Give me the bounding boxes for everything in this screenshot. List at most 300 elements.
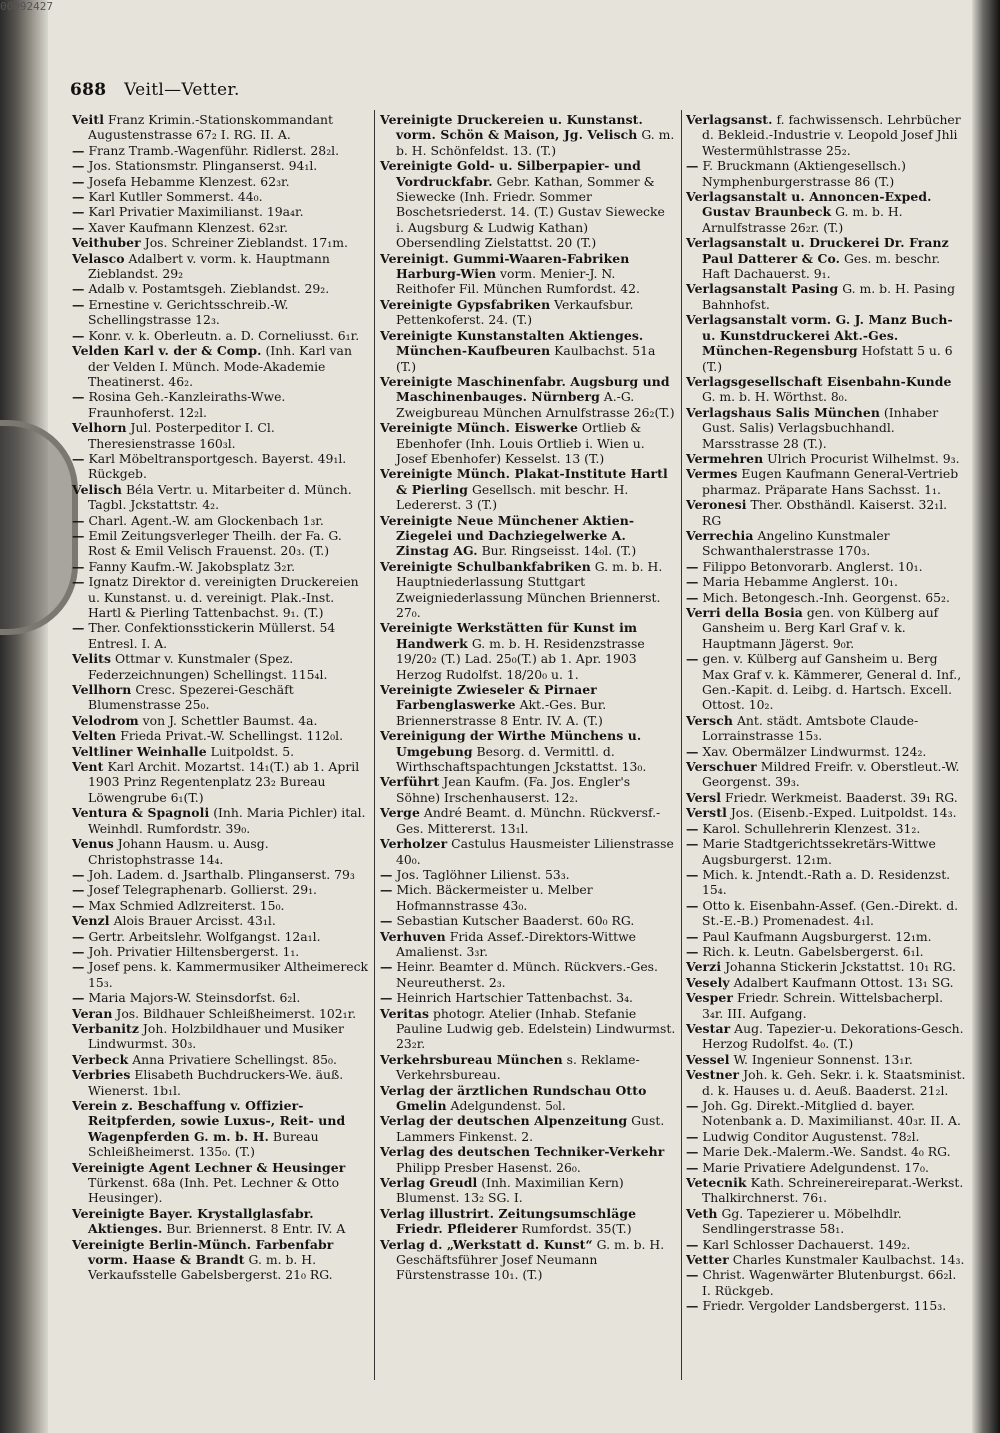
entry-details: Akt.-Ges. Bur. Briennerstrasse 8 Entr. IV. A. (T.)	[396, 697, 607, 728]
entry-details: Karl Kutller Sommerst. 44₀.	[84, 189, 263, 205]
entry-details: Gg. Tapezierer u. Möbelhdlr. Sendlingerstrasse 58₁.	[702, 1205, 902, 1237]
directory-entry	[72, 728, 370, 744]
entry-name: —	[72, 882, 85, 898]
entry-name: —	[686, 743, 699, 759]
entry-name: —	[72, 296, 85, 312]
entry-name: Verge	[380, 805, 420, 821]
directory-entry	[380, 774, 676, 805]
entry-details: G. m. b. H. Residenzstrasse 19/20₂ (T.) Lad. 25₀(T.) ab 1. Apr. 1903 Herzog Rudolfst. 18/20₀ u. 1.	[396, 635, 645, 682]
entry-name: Vereinigte Gold- u. Silberpapier- und Vordruckfabr.	[380, 158, 641, 189]
directory-entry	[72, 512, 370, 528]
directory-entry	[72, 897, 370, 913]
entry-details: Castulus Hausmeister Lilienstrasse 40₀.	[396, 836, 674, 867]
directory-entry	[686, 820, 968, 836]
entry-name: Vessel	[686, 1051, 730, 1067]
entry-details: André Beamt. d. Münchn. Rückversf.-Ges. Mittererst. 13₁l.	[396, 805, 661, 836]
entry-name: Verlag illustrirt. Zeitungsumschläge Friedr. Pfleiderer	[380, 1205, 637, 1237]
directory-entry	[686, 527, 968, 559]
directory-entry	[380, 373, 676, 420]
entry-name: Velden Karl v. der & Comp.	[72, 343, 262, 359]
entry-name: Vereinigung der Wirthe Münchens u. Umgebung	[380, 728, 642, 759]
entry-name: —	[686, 820, 699, 836]
directory-entry	[686, 990, 968, 1021]
entry-details: Ludwig Conditor Augustenst. 78₂l.	[698, 1128, 920, 1144]
entry-details: Kath. Schreinereireparat.-Werkst. Thalkirchnerst. 76₁.	[702, 1175, 964, 1206]
entry-details: Bureau Schleißheimerst. 135₀. (T.)	[88, 1128, 319, 1160]
entry-details: Gebr. Kathan, Sommer & Siewecke (Inh. Friedr. Sommer Boschetsriederst. 14. (T.) Gustav Siewecke i. Augsburg & Ludwig Kathan) Obersendling Zielstattst. 20 (T.)	[396, 173, 665, 251]
entry-details: Filippo Betonvorarb. Anglerst. 10₁.	[698, 558, 923, 574]
column-3	[686, 112, 968, 1314]
directory-entry	[380, 682, 676, 728]
scan-code: 00092427	[0, 0, 53, 13]
entry-details: Xaver Kaufmann Klenzest. 62₃r.	[84, 219, 288, 235]
entry-details: Jos. Bildhauer Schleißheimerst. 102₁r.	[112, 1005, 357, 1021]
directory-entry	[380, 1082, 676, 1114]
entry-name: —	[686, 1236, 699, 1252]
entry-details: Mich. k. Jntendt.-Rath a. D. Residenzst. 15₄.	[698, 866, 951, 898]
directory-entry	[380, 327, 676, 374]
entry-details: Jos. Schreiner Zieblandst. 17₁m.	[140, 235, 348, 251]
entry-name: —	[686, 1098, 699, 1113]
entry-details: Jean Kaufm. (Fa. Jos. Engler's Söhne) Irschenhauserst. 12₂.	[396, 774, 631, 805]
entry-name: —	[686, 943, 699, 959]
entry-name: Vent	[72, 759, 104, 775]
directory-entry	[72, 805, 370, 836]
directory-entry	[72, 527, 370, 559]
directory-entry	[380, 1113, 676, 1144]
directory-entry	[686, 1098, 968, 1129]
entry-name: —	[72, 990, 85, 1006]
entry-name: Vereinigte Druckereien u. Kunstanst. vorm. Schön & Maison, Jg. Velisch	[380, 112, 643, 143]
entry-details: Christ. Wagenwärter Blutenburgst. 66₂l. I. Rückgeb.	[698, 1267, 957, 1298]
entry-details: Josefa Hebamme Klenzest. 62₃r.	[84, 173, 290, 189]
directory-entry	[686, 281, 968, 312]
entry-name: Vereinigte Gypsfabriken	[380, 296, 551, 312]
entry-details: W. Ingenieur Sonnenst. 13₁r.	[729, 1051, 913, 1067]
entry-details: Ottmar v. Kunstmaler (Spez. Federzeichnungen) Schellingst. 115₄l.	[88, 651, 328, 682]
entry-details: Jos. Stationsmstr. Plinganserst. 94₁l.	[84, 158, 318, 174]
running-title: Veitl—Vetter.	[124, 80, 240, 100]
entry-details: Charl. Agent.-W. am Glockenbach 1₃r.	[84, 512, 324, 528]
entry-name: Verbeck	[72, 1051, 129, 1067]
directory-entry	[380, 990, 676, 1006]
entry-details: G. m. b. H. Hauptniederlassung Stuttgart Zweigniederlassung München Briennerst. 27₀.	[396, 558, 663, 620]
entry-name: Verlagsanstalt vorm. G. J. Manz Buch- u. Kunstdruckerei Akt.-Ges. München-Regensburg	[686, 312, 953, 359]
entry-details: Aug. Tapezier-u. Dekorations-Gesch. Herzog Rudolfst. 4₀. (T.)	[702, 1020, 964, 1052]
directory-entry	[686, 450, 968, 466]
entry-name: Verlagsanstalt u. Annoncen-Exped. Gustav Braunbeck	[686, 189, 932, 220]
entry-name: —	[686, 1298, 699, 1314]
directory-entry	[686, 189, 968, 235]
entry-details: Karl Schlosser Dachauerst. 149₂.	[698, 1236, 911, 1252]
entry-details: Friedr. Schrein. Wittelsbacherpl. 3₄r. III. Aufgang.	[702, 990, 944, 1021]
directory-entry	[380, 1205, 676, 1237]
directory-entry	[72, 1051, 370, 1067]
entry-details: (Inh. Karl van der Velden I. Münch. Mode-Akademie Theatinerst. 46₂.	[88, 343, 352, 389]
entry-details: Xav. Obermälzer Lindwurmst. 124₂.	[698, 743, 927, 759]
entry-details: Luitpoldst. 5.	[206, 743, 295, 759]
entry-details: Karl Privatier Maximilianst. 19a₄r.	[84, 204, 304, 220]
entry-name: Verlagsanstalt Pasing	[686, 281, 839, 297]
directory-entry	[72, 866, 370, 882]
entry-name: Verlagshaus Salis München	[686, 404, 880, 420]
entry-name: —	[72, 928, 85, 944]
directory-entry	[380, 959, 676, 990]
entry-details: Marie Dek.-Malerm.-We. Sandst. 4₀ RG.	[698, 1144, 951, 1160]
column-rule	[681, 110, 682, 1380]
entry-details: Bur. Briennerst. 8 Entr. IV. A	[162, 1221, 346, 1237]
entry-name: —	[72, 158, 85, 174]
directory-entry	[686, 1020, 968, 1052]
directory-entry	[686, 1067, 968, 1098]
directory-entry	[380, 558, 676, 621]
directory-entry	[380, 620, 676, 682]
directory-entry	[686, 404, 968, 451]
entry-details: Konr. v. k. Oberleutn. a. D. Corneliusst. 6₁r.	[84, 327, 360, 343]
directory-entry	[72, 219, 370, 235]
entry-details: Ernestine v. Gerichtsschreib.-W. Schellingstrasse 12₃.	[84, 296, 289, 328]
entry-details: Heinrich Hartschier Tattenbachst. 3₄.	[392, 990, 633, 1006]
directory-entry	[686, 1252, 968, 1268]
entry-details: Heinr. Beamter d. Münch. Rückvers.-Ges. Neureutherst. 2₃.	[392, 959, 658, 990]
entry-details: Alois Brauer Arcisst. 43₁l.	[109, 913, 276, 929]
entry-details: Adalbert v. vorm. k. Hauptmann Zieblandst. 29₂	[88, 250, 330, 282]
directory-entry	[686, 497, 968, 528]
entry-name: —	[380, 866, 393, 882]
entry-details: Friedr. Vergolder Landsbergerst. 115₃.	[698, 1298, 947, 1314]
directory-entry	[72, 327, 370, 343]
directory-entry	[72, 1205, 370, 1237]
directory-entry	[380, 250, 676, 297]
entry-name: Verlag d. „Werkstatt d. Kunst“	[380, 1236, 593, 1252]
entry-name: —	[686, 1128, 699, 1144]
entry-name: Vetecnik	[686, 1175, 747, 1191]
entry-details: A.-G. Zweigbureau München Arnulfstrasse 26₂(T.)	[396, 389, 675, 420]
directory-entry	[380, 466, 676, 513]
directory-entry	[686, 1051, 968, 1067]
directory-entry	[380, 112, 676, 158]
entry-name: Vereinigte Kunstanstalten Aktienges. München-Kaufbeuren	[380, 327, 644, 359]
entry-name: Verzi	[686, 959, 722, 975]
directory-entry	[686, 158, 968, 189]
entry-name: —	[72, 574, 85, 590]
entry-details: Ther. Obsthändl. Kaiserst. 32₁l. RG	[702, 497, 948, 528]
directory-entry	[72, 204, 370, 220]
entry-name: Vesper	[686, 990, 734, 1006]
entry-details: Ant. städt. Amtsbote Claude-Lorrainstrasse 15₃.	[702, 712, 919, 744]
entry-details: Otto k. Eisenbahn-Assef. (Gen.-Direkt. d. St.-E.-B.) Promenadest. 4₁l.	[698, 897, 959, 929]
directory-entry	[380, 1236, 676, 1283]
directory-entry	[686, 605, 968, 651]
entry-details: (Inh. Maria Pichler) ital. Weinhdl. Rumfordstr. 39₀.	[88, 805, 366, 836]
entry-details: Türkenst. 68a (Inh. Pet. Lechner & Otto Heusinger).	[88, 1175, 340, 1206]
entry-name: Vereinigte Maschinenfabr. Augsburg und Maschinenbauges. Nürnberg	[380, 373, 670, 405]
entry-details: (Inhaber Gust. Salis) Verlagsbuchhandl. Marsstrasse 28 (T.).	[702, 404, 939, 451]
entry-details: Franz Tramb.-Wagenführ. Ridlerst. 28₂l.	[84, 142, 340, 158]
directory-entry	[72, 450, 370, 482]
entry-name: Verlagsanst.	[686, 112, 773, 127]
entry-details: Hofstatt 5 u. 6 (T.)	[702, 343, 953, 374]
directory-entry	[380, 882, 676, 913]
entry-details: (Inh. Maximilian Kern) Blumenst. 13₂ SG. I.	[396, 1175, 624, 1206]
entry-details: Joh. Gg. Direkt.-Mitglied d. bayer. Notenbank a. D. Maximilianst. 40₃r. II. A.	[698, 1098, 961, 1129]
entry-details: Emil Zeitungsverleger Theilh. der Fa. G. Rost & Emil Velisch Frauenst. 20₃. (T.)	[84, 527, 342, 559]
entry-details: Sebastian Kutscher Baaderst. 60₀ RG.	[392, 913, 635, 929]
directory-entry	[686, 805, 968, 821]
directory-entry	[72, 158, 370, 174]
entry-name: —	[686, 558, 699, 574]
entry-details: f. fachwissensch. Lehrbücher d. Bekleid.-Industrie v. Leopold Josef Jhli Westermühlstrasse 25₂.	[702, 112, 961, 158]
directory-entry	[72, 1020, 370, 1052]
entry-name: Velasco	[72, 250, 125, 266]
directory-entry	[72, 574, 370, 620]
entry-details: Marie Stadtgerichtssekretärs-Wittwe Augsburgerst. 12₁m.	[698, 836, 936, 867]
entry-name: —	[686, 836, 699, 852]
entry-details: Franz Krimin.-Stationskommandant Augustenstrasse 67₂ I. RG. II. A.	[88, 112, 333, 143]
directory-entry	[686, 466, 968, 497]
directory-entry	[72, 250, 370, 282]
entry-name: Verrechia	[686, 527, 754, 543]
entry-details: Ortlieb & Ebenhofer (Inh. Louis Ortlieb i. Wien u. Josef Ebenhofer) Kesselst. 13 (T.)	[396, 420, 645, 466]
entry-details: Josef Telegraphenarb. Gollierst. 29₁.	[84, 882, 317, 898]
entry-name: —	[72, 450, 85, 466]
entry-name: Veitl	[72, 112, 104, 127]
entry-details: Ulrich Procurist Wilhelmst. 9₃.	[763, 450, 960, 466]
directory-entry	[380, 866, 676, 882]
column-1	[72, 112, 370, 1283]
directory-entry	[686, 836, 968, 867]
directory-entry	[686, 112, 968, 158]
entry-details: Paul Kaufmann Augsburgerst. 12₁m.	[698, 928, 932, 944]
entry-name: Verschuer	[686, 759, 757, 775]
book-spine-shadow	[0, 0, 48, 1433]
directory-entry	[72, 481, 370, 513]
column-rule	[374, 110, 375, 1380]
entry-name: Venzl	[72, 913, 110, 929]
directory-entry	[72, 558, 370, 574]
entry-name: —	[72, 189, 85, 205]
entry-details: Ges. m. beschr. Haft Dachauerst. 9₁.	[702, 250, 941, 282]
entry-name: —	[72, 327, 85, 343]
entry-details: Elisabeth Buchdruckers-We. äuß. Wienerst. 1b₁l.	[88, 1067, 344, 1098]
entry-details: Adelgundenst. 5₀l.	[446, 1098, 566, 1113]
entry-details: Joh. Ladem. d. Jsarthalb. Plinganserst. 79₃	[84, 866, 355, 882]
directory-entry	[380, 728, 676, 775]
entry-details: von J. Schettler Baumst. 4a.	[138, 712, 318, 728]
entry-details: Rich. k. Leutn. Gabelsbergerst. 6₁l.	[698, 943, 924, 959]
entry-details: vorm. Menier-J. N. Reithofer Fil. München Rumfordst. 42.	[396, 266, 640, 297]
entry-name: Velits	[72, 651, 112, 667]
directory-entry	[72, 1005, 370, 1021]
entry-details: Ther. Confektionsstickerin Müllerst. 54 Entresl. I. A.	[84, 620, 336, 651]
directory-entry	[686, 651, 968, 713]
directory-entry	[686, 974, 968, 990]
entry-name: Versch	[686, 712, 734, 728]
directory-entry	[380, 928, 676, 960]
entry-details: Charles Kunstmaler Kaulbachst. 14₃.	[728, 1252, 965, 1268]
entry-name: —	[686, 1267, 699, 1283]
entry-details: Anna Privatiere Schellingst. 85₀.	[128, 1051, 337, 1067]
directory-entry	[380, 420, 676, 466]
entry-details: Marie Privatiere Adelgundenst. 17₀.	[698, 1159, 929, 1175]
entry-name: Velisch	[72, 481, 123, 497]
directory-entry	[686, 312, 968, 374]
directory-entry	[686, 789, 968, 805]
entry-name: Velodrom	[72, 712, 139, 728]
directory-entry	[686, 235, 968, 282]
directory-entry	[380, 836, 676, 867]
directory-entry	[686, 759, 968, 790]
entry-name: Verlagsanstalt u. Druckerei Dr. Franz Paul Datterer & Co.	[686, 235, 949, 266]
entry-details: G. m. b. H. Arnulfstrasse 26₂r. (T.)	[702, 204, 903, 235]
entry-details: Josef pens. k. Kammermusiker Altheimereck 15₃.	[84, 959, 369, 990]
directory-entry	[72, 990, 370, 1006]
entry-name: Vereinigte Neue Münchener Aktien-Ziegelei und Dachziegelwerke A. Zinstag AG.	[380, 512, 635, 559]
directory-entry	[686, 743, 968, 759]
entry-name: —	[72, 527, 85, 543]
entry-name: —	[72, 389, 85, 405]
entry-name: Vestar	[686, 1020, 731, 1036]
directory-entry	[686, 928, 968, 944]
entry-name: Verlag Greudl	[380, 1175, 478, 1191]
entry-name: Vermehren	[686, 450, 764, 466]
entry-name: Versl	[686, 789, 722, 805]
entry-name: —	[686, 897, 699, 913]
entry-details: Gust. Lammers Finkenst. 2.	[396, 1113, 665, 1144]
entry-details: Joh. Holzbildhauer und Musiker Lindwurmst. 30₃.	[88, 1020, 344, 1052]
entry-details: Max Schmied Adlzreiterst. 15₀.	[84, 897, 285, 913]
entry-name: —	[72, 943, 85, 959]
entry-details: Karl Möbeltransportgesch. Bayerst. 49₁l. Rückgeb.	[84, 450, 347, 482]
entry-details: Adalbert Kaufmann Ottost. 13₁ SG.	[729, 974, 954, 990]
entry-details: Karl Archit. Mozartst. 14₁(T.) ab 1. April 1903 Prinz Regentenplatz 23₂ Bureau Löwengrube 6₁(T.)	[88, 759, 360, 805]
entry-details: G. m. b. H. Schönfeldst. 13. (T.)	[396, 127, 675, 158]
directory-entry	[380, 913, 676, 929]
directory-entry	[72, 343, 370, 389]
entry-name: Vereinigte Werkstätten für Kunst im Handwerk	[380, 620, 638, 651]
entry-details: Gesellsch. mit beschr. H. Ledererst. 3 (T.)	[396, 481, 629, 513]
entry-details: Johann Hausm. u. Ausg. Christophstrasse 14₄.	[88, 836, 269, 867]
directory-entry	[686, 589, 968, 605]
directory-entry	[686, 1267, 968, 1298]
directory-entry	[380, 296, 676, 328]
entry-name: Vellhorn	[72, 682, 132, 698]
entry-name: Verbries	[72, 1067, 131, 1083]
entry-name: —	[72, 142, 85, 158]
directory-entry	[72, 420, 370, 451]
entry-details: Adalb v. Postamtsgeh. Zieblandst. 29₂.	[84, 281, 330, 297]
entry-name: —	[72, 219, 85, 235]
entry-details: Joh. Privatier Hiltensbergerst. 1₁.	[84, 943, 300, 959]
entry-name: Verführt	[380, 774, 440, 790]
directory-entry	[72, 389, 370, 420]
directory-entry	[72, 712, 370, 728]
entry-name: —	[72, 204, 85, 220]
page-number: 688	[70, 80, 107, 100]
entry-name: Verlag der ärztlichen Rundschau Otto Gmelin	[380, 1082, 647, 1113]
directory-entry	[72, 682, 370, 713]
entry-name: —	[380, 959, 393, 975]
entry-details: Angelino Kunstmaler Schwanthalerstrasse 170₃.	[702, 527, 890, 559]
entry-name: Venus	[72, 836, 114, 852]
entry-name: —	[380, 913, 393, 929]
entry-name: —	[686, 158, 699, 174]
entry-details: Rosina Geh.-Kanzleiraths-Wwe. Fraunhoferst. 12₂l.	[84, 389, 286, 420]
directory-entry	[686, 1144, 968, 1160]
directory-entry	[72, 112, 370, 143]
entry-name: Verhuven	[380, 928, 446, 944]
entry-name: —	[72, 866, 85, 882]
entry-name: Vereinigte Bayer. Krystallglasfabr. Aktienges.	[72, 1205, 314, 1237]
entry-details: s. Reklame-Verkehrsbureau.	[396, 1051, 640, 1083]
directory-entry	[72, 235, 370, 251]
entry-details: Besorg. d. Vermittl. d. Wirthschaftspachtungen Jckstattst. 13₀.	[396, 743, 647, 775]
directory-entry	[72, 142, 370, 158]
directory-entry	[686, 712, 968, 744]
entry-details: Philipp Presber Hasenst. 26₀.	[396, 1159, 581, 1175]
directory-entry	[686, 1159, 968, 1175]
page-clip	[0, 420, 78, 635]
directory-entry	[72, 173, 370, 189]
entry-name: —	[72, 512, 85, 528]
entry-name: Vestner	[686, 1067, 740, 1083]
directory-entry	[72, 743, 370, 759]
entry-name: —	[686, 589, 699, 605]
entry-details: Joh. k. Geh. Sekr. i. k. Staatsminist. d. k. Hauses u. d. Aeuß. Baaderst. 21₂l.	[702, 1067, 966, 1098]
directory-entry	[72, 1236, 370, 1283]
entry-name: Verlagsgesellschaft Eisenbahn-Kunde	[686, 373, 952, 389]
directory-entry	[380, 1051, 676, 1083]
entry-name: Velhorn	[72, 420, 127, 436]
directory-entry	[72, 1098, 370, 1160]
directory-entry	[72, 913, 370, 929]
directory-entry	[72, 281, 370, 297]
entry-details: Frieda Privat.-W. Schellingst. 112₀l.	[116, 728, 344, 744]
entry-name: —	[686, 574, 699, 590]
entry-name: Veronesi	[686, 497, 747, 513]
entry-details: Eugen Kaufmann General-Vertrieb pharmaz. Präparate Hans Sachsst. 1₁.	[702, 466, 959, 497]
entry-name: Veltliner Weinhalle	[72, 743, 207, 759]
entry-details: Ignatz Direktor d. vereinigten Druckereien u. Kunstanst. u. d. vereinigt. Plak.-Inst. Hartl & Pierling Tattenbachst. 9₁. (T.)	[84, 574, 359, 620]
entry-details: Kaulbachst. 51a (T.)	[396, 343, 656, 374]
directory-entry	[380, 158, 676, 251]
entry-details: Karol. Schullehrerin Klenzest. 31₂.	[698, 820, 921, 836]
directory-entry	[686, 1205, 968, 1237]
entry-name: Vereinigt. Gummi-Waaren-Fabriken Harburg-Wien	[380, 250, 630, 282]
entry-details: Maria Hebamme Anglerst. 10₁.	[698, 574, 898, 590]
entry-name: Vesely	[686, 974, 730, 990]
entry-name: —	[72, 281, 85, 297]
entry-name: —	[380, 882, 393, 898]
directory-entry	[686, 866, 968, 898]
entry-name: —	[686, 1144, 699, 1160]
entry-details: Verkaufsbur. Pettenkoferst. 24. (T.)	[396, 296, 634, 328]
entry-details: Jos. Taglöhner Lilienst. 53₃.	[392, 866, 570, 882]
entry-details: Mildred Freifr. v. Oberstleut.-W. Georgenst. 39₃.	[702, 759, 960, 790]
directory-entry	[72, 928, 370, 944]
entry-details: gen. von Külberg auf Gansheim u. Berg Karl Graf v. k. Hauptmann Jägerst. 9₀r.	[702, 605, 939, 651]
entry-name: Velten	[72, 728, 117, 744]
entry-details: G. m. b. H. Geschäftsführer Josef Neumann Fürstenstrasse 10₁. (T.)	[396, 1236, 665, 1283]
entry-name: Vereinigte Münch. Eiswerke	[380, 420, 578, 436]
entry-name: Vereinigte Münch. Plakat-Institute Hartl & Pierling	[380, 466, 668, 497]
directory-entry	[686, 1298, 968, 1314]
directory-entry	[686, 1236, 968, 1252]
entry-name: Verholzer	[380, 836, 448, 852]
entry-details: Jos. (Eisenb.-Exped. Luitpoldst. 14₃.	[726, 805, 957, 821]
entry-name: —	[380, 990, 393, 1006]
directory-entry	[72, 882, 370, 898]
